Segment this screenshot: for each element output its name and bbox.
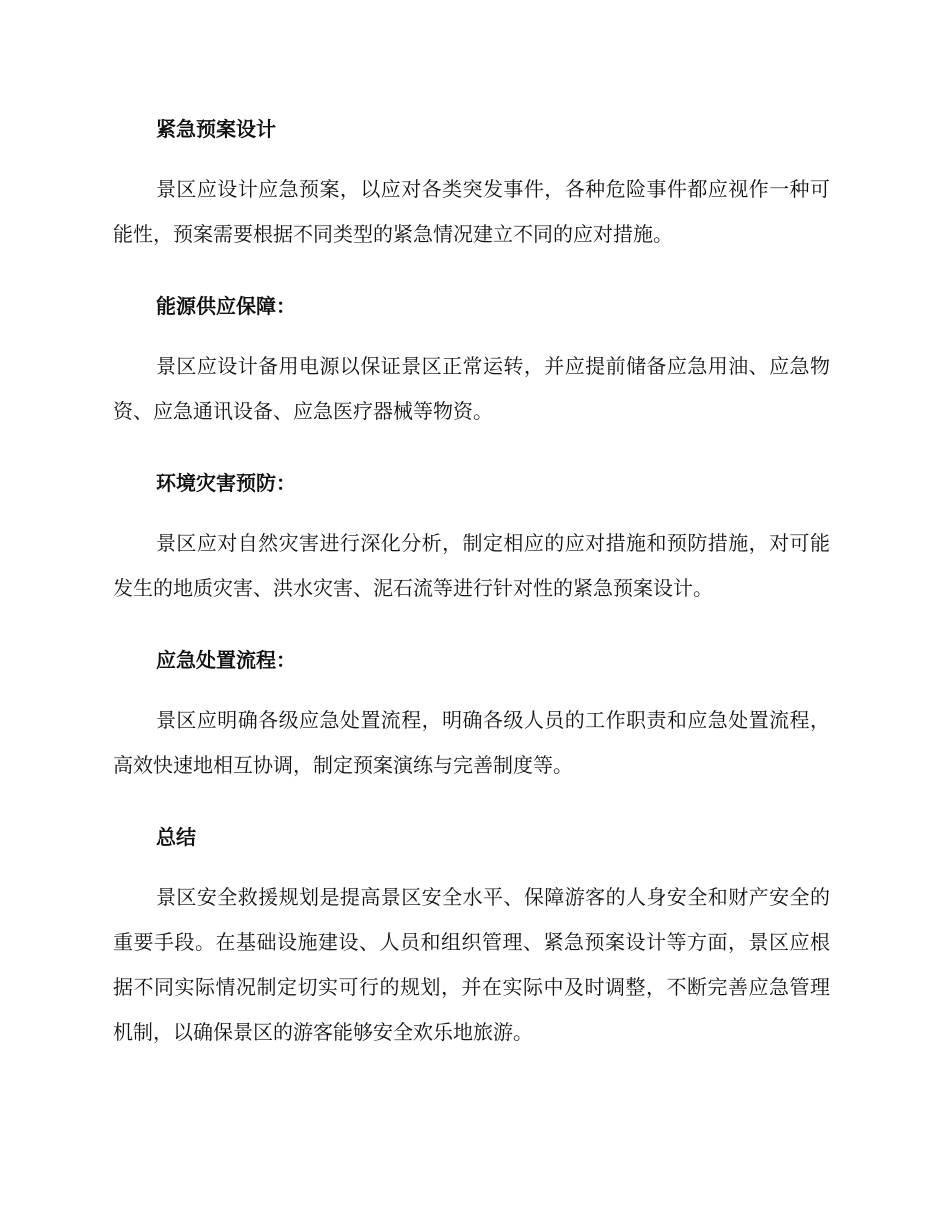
section-heading-disaster-prevention: 环境灾害预防： <box>156 471 296 495</box>
section-heading-response-process: 应急处置流程： <box>156 648 296 672</box>
section-paragraph-summary: 景区安全救援规划是提高景区安全水平、保障游客的人身安全和财产安全的重要手段。在基础设施建设、人员和组织管理、紧急预案设计等方面，景区应根据不同实际情况制定切实可行的规划，并在实际中及时调整，不断完善应急管理机制，以确保景区的游客能够安全欢乐地旅游。 <box>113 885 830 1044</box>
section-paragraph-response-process: 景区应明确各级应急处置流程，明确各级人员的工作职责和应急处置流程，高效快速地相互协调，制定预案演练与完善制度等。 <box>113 708 830 777</box>
section-heading-emergency-plan: 紧急预案设计 <box>156 117 276 141</box>
section-paragraph-energy-supply: 景区应设计备用电源以保证景区正常运转，并应提前储备应急用油、应急物资、应急通讯设备、应急医疗器械等物资。 <box>113 354 830 423</box>
section-heading-energy-supply: 能源供应保障： <box>156 294 296 318</box>
section-heading-summary: 总结 <box>156 825 196 849</box>
section-paragraph-disaster-prevention: 景区应对自然灾害进行深化分析，制定相应的应对措施和预防措施，对可能发生的地质灾害、洪水灾害、泥石流等进行针对性的紧急预案设计。 <box>113 531 830 600</box>
document-body <box>113 108 830 1055</box>
section-paragraph-emergency-plan: 景区应设计应急预案，以应对各类突发事件，各种危险事件都应视作一种可能性，预案需要根据不同类型的紧急情况建立不同的应对措施。 <box>113 177 830 246</box>
